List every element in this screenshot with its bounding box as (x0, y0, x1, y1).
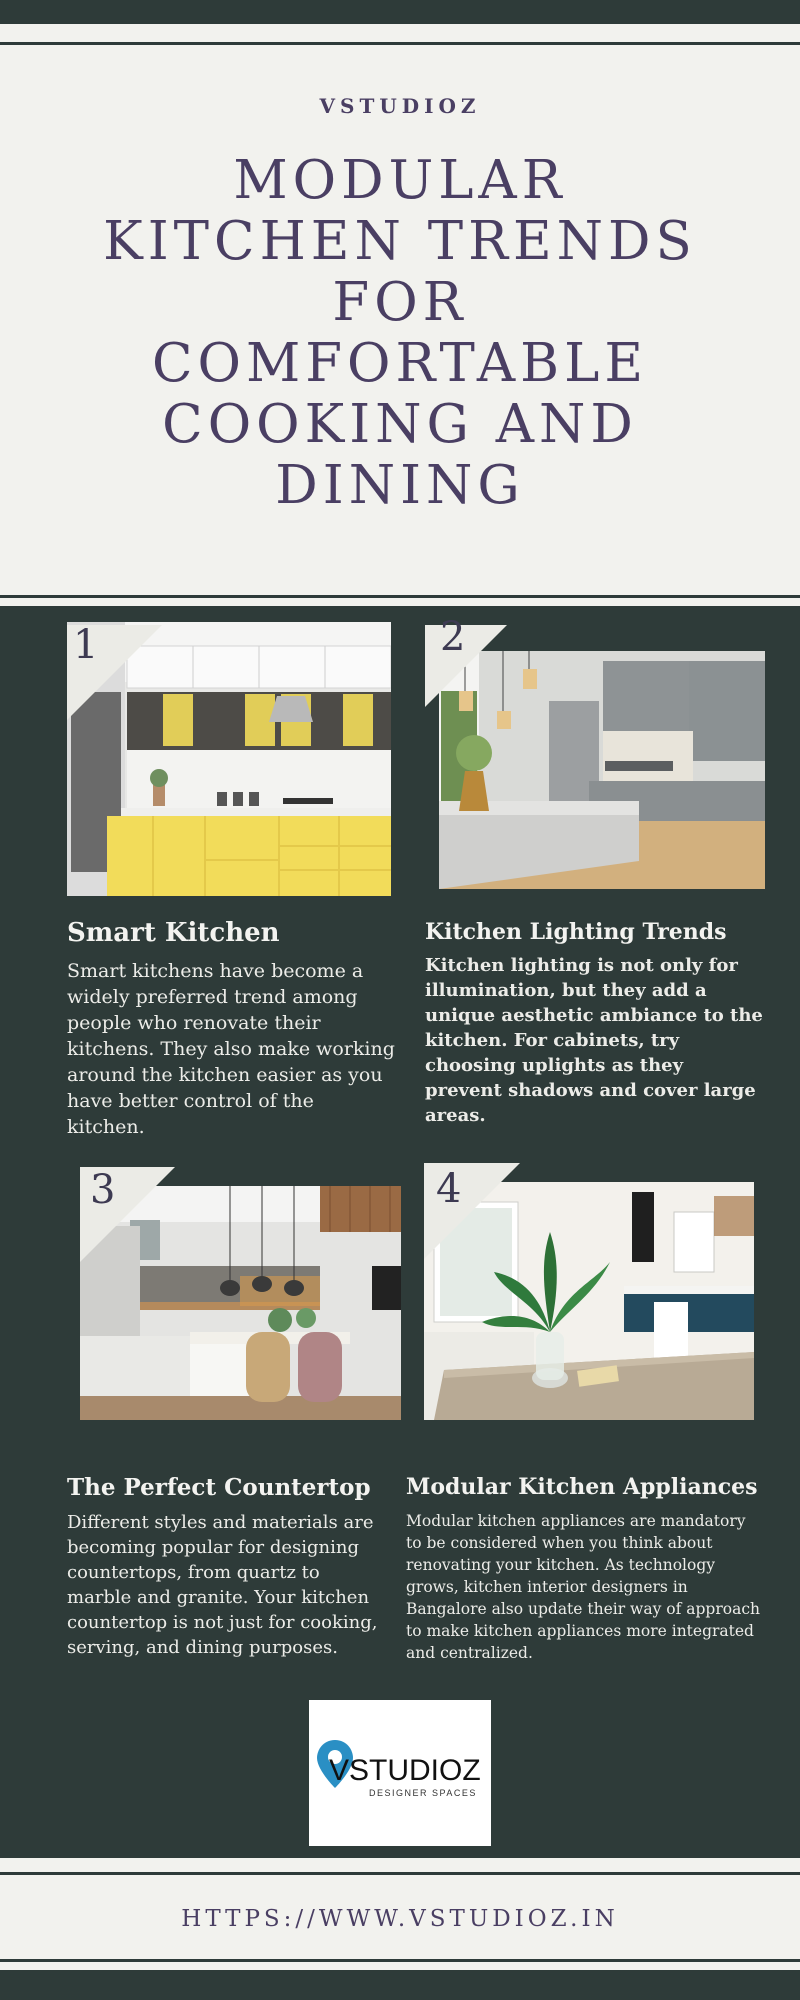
brand-name: VSTUDIOZ (319, 94, 481, 118)
divider (0, 1872, 800, 1875)
corner-triangle (425, 625, 507, 707)
top-strip (0, 0, 800, 24)
section-number: 4 (436, 1166, 462, 1212)
footer (0, 1858, 800, 1970)
page-title (60, 150, 740, 516)
title-line: FOR (332, 272, 468, 333)
section-body: Kitchen lighting is not only for illumination, but they add a unique aesthetic ambiance to the kitchen. For cabinets, try choosing uplights as they prevent shadows and cover large areas. (425, 955, 763, 1126)
section-number: 3 (90, 1167, 116, 1213)
section-title: Smart Kitchen (67, 918, 280, 948)
section-body: Modular kitchen appliances are mandatory to be considered when you think about renovating your kitchen. As technology grows, kitchen interior designers in Bangalore also update their way of approach to make kitchen appliances more integrated and centralized. (406, 1512, 760, 1662)
section-title: Modular Kitchen Appliances (406, 1474, 758, 1500)
section-title: Kitchen Lighting Trends (425, 919, 727, 945)
section-body: Different styles and materials are becoming popular for designing countertops, from quartz to marble and granite. Your kitchen countertop is not just for cooking, serving, and dining purposes. (67, 1512, 378, 1658)
section-body: Smart kitchens have become a widely preferred trend among people who renovate their kitchens. They also make working around the kitchen easier as you have better control of the kitchen. (67, 960, 395, 1138)
logo-wordmark: VSTUDIOZ (329, 1754, 481, 1787)
header (0, 24, 800, 606)
section-number: 1 (73, 622, 99, 668)
divider (0, 1959, 800, 1962)
title-line: MODULAR (233, 150, 567, 211)
divider (0, 595, 800, 598)
logo-tagline: DESIGNER SPACES (369, 1788, 477, 1798)
section-number: 2 (440, 614, 466, 660)
title-line: KITCHEN TRENDS (103, 211, 697, 272)
title-line: DINING (275, 455, 525, 516)
title-line: COOKING AND (162, 394, 638, 455)
website-link[interactable]: HTTPS://WWW.VSTUDIOZ.IN (181, 1906, 619, 1932)
title-line: COMFORTABLE (151, 333, 649, 394)
brand-logo[interactable] (309, 1700, 491, 1846)
divider (0, 42, 800, 45)
section-title: The Perfect Countertop (67, 1474, 371, 1501)
logo-graphic (309, 1700, 491, 1846)
